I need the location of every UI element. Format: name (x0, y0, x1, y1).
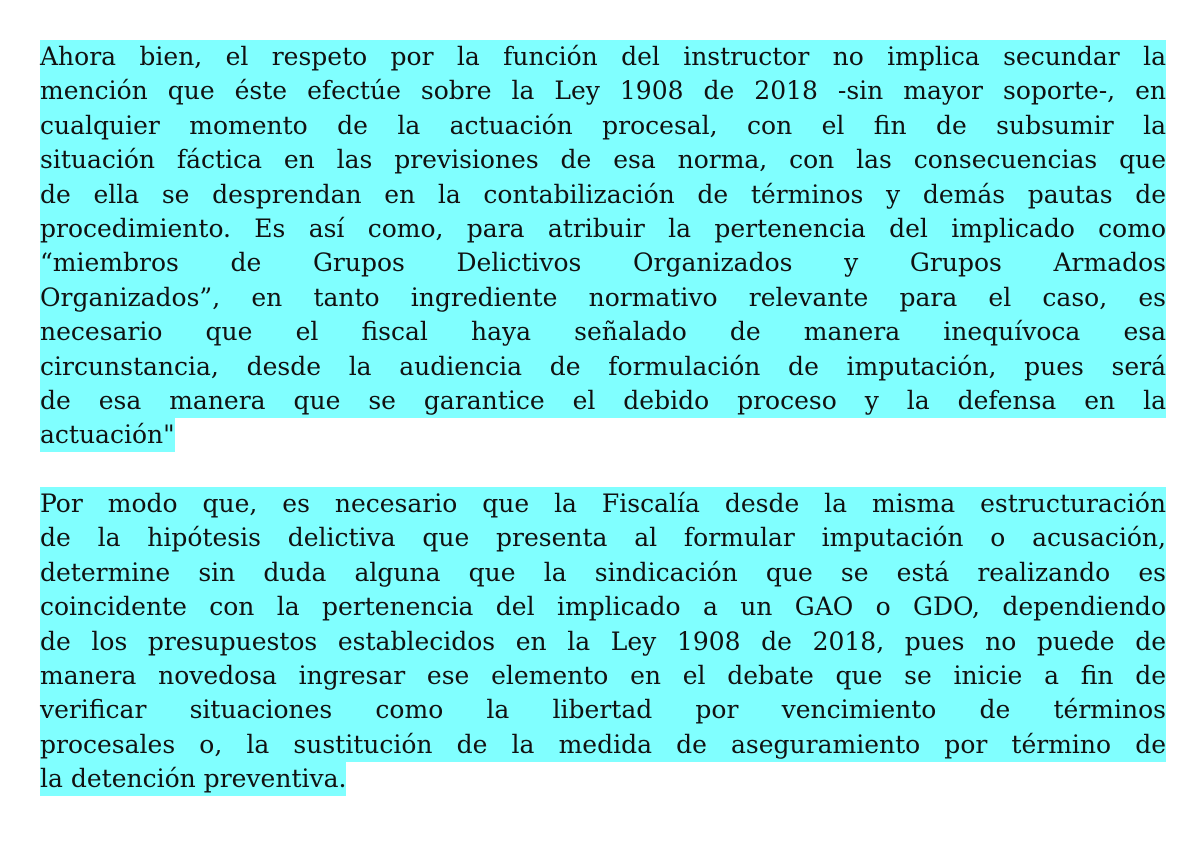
highlighted-text: la detención preventiva. (40, 762, 346, 796)
highlighted-text: Por modo que, es necesario que la Fiscalía desde la misma estructuración (40, 487, 1166, 521)
paragraph-1 (40, 40, 1166, 453)
highlighted-text: de esa manera que se garantice el debido proceso y la defensa en la (40, 384, 1166, 418)
highlighted-text: de ella se desprendan en la contabilización de términos y demás pautas de (40, 178, 1166, 212)
paragraph-spacer (40, 453, 1166, 487)
highlighted-text: de los presupuestos establecidos en la Ley 1908 de 2018, pues no puede de (40, 625, 1166, 659)
text-line (40, 556, 1166, 590)
text-line (40, 659, 1166, 693)
text-line (40, 143, 1166, 177)
highlighted-text: procedimiento. Es así como, para atribuir la pertenencia del implicado como (40, 212, 1166, 246)
text-line (40, 521, 1166, 555)
highlighted-text: coincidente con la pertenencia del implicado a un GAO o GDO, dependiendo (40, 590, 1166, 624)
highlighted-text: determine sin duda alguna que la sindicación que se está realizando es (40, 556, 1166, 590)
text-line (40, 109, 1166, 143)
text-line (40, 590, 1166, 624)
text-line (40, 384, 1166, 418)
text-line-last (40, 418, 1166, 452)
highlighted-text: Ahora bien, el respeto por la función del instructor no implica secundar la (40, 40, 1166, 74)
text-line (40, 178, 1166, 212)
text-line (40, 693, 1166, 727)
highlighted-text: Organizados”, en tanto ingrediente normativo relevante para el caso, es (40, 281, 1166, 315)
highlighted-text: situación fáctica en las previsiones de esa norma, con las consecuencias que (40, 143, 1166, 177)
highlighted-text: procesales o, la sustitución de la medida de aseguramiento por término de (40, 728, 1166, 762)
text-line (40, 487, 1166, 521)
text-line (40, 350, 1166, 384)
highlighted-text: “miembros de Grupos Delictivos Organizados y Grupos Armados (40, 246, 1166, 280)
highlighted-text: actuación" (40, 418, 175, 452)
text-line (40, 625, 1166, 659)
text-line (40, 40, 1166, 74)
highlighted-text: necesario que el fiscal haya señalado de manera inequívoca esa (40, 315, 1166, 349)
text-line (40, 246, 1166, 280)
text-line (40, 281, 1166, 315)
highlighted-text: de la hipótesis delictiva que presenta al formular imputación o acusación, (40, 521, 1166, 555)
highlighted-text: circunstancia, desde la audiencia de formulación de imputación, pues será (40, 350, 1166, 384)
highlighted-text: cualquier momento de la actuación procesal, con el fin de subsumir la (40, 109, 1166, 143)
text-line (40, 212, 1166, 246)
text-line (40, 74, 1166, 108)
text-line-last (40, 762, 1166, 796)
text-line (40, 728, 1166, 762)
document-page (40, 40, 1166, 797)
highlighted-text: verificar situaciones como la libertad por vencimiento de términos (40, 693, 1166, 727)
highlighted-text: mención que éste efectúe sobre la Ley 1908 de 2018 -sin mayor soporte-, en (40, 74, 1166, 108)
text-line (40, 315, 1166, 349)
highlighted-text: manera novedosa ingresar ese elemento en el debate que se inicie a fin de (40, 659, 1166, 693)
paragraph-2 (40, 487, 1166, 797)
